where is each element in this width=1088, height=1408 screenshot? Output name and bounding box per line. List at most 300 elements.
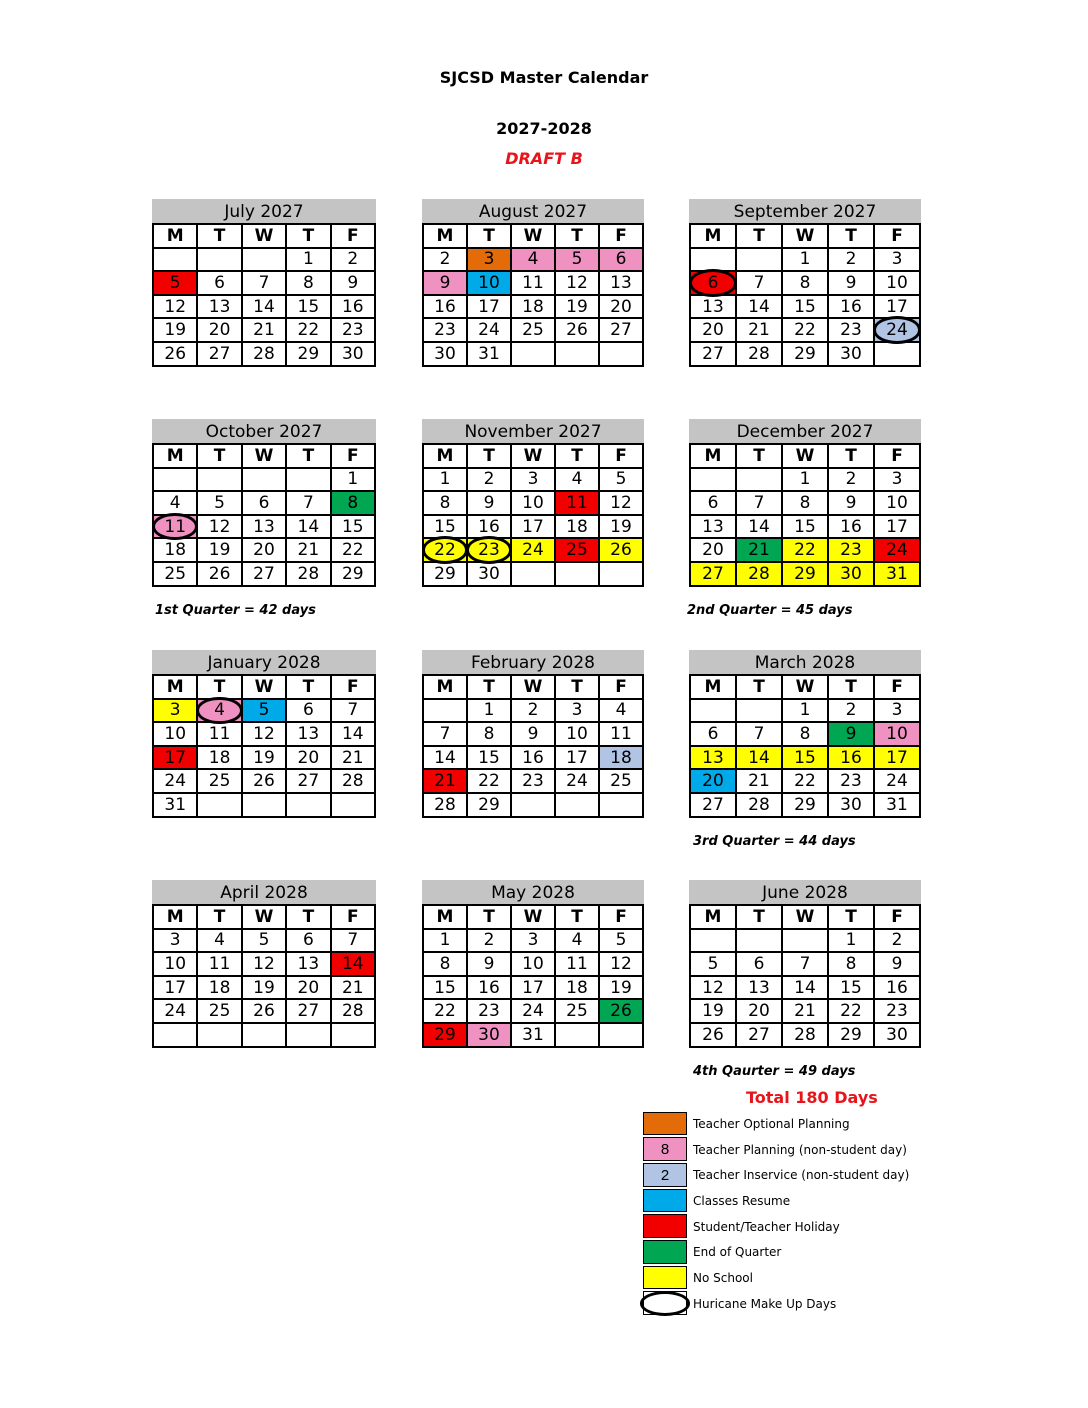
week-row	[153, 295, 375, 319]
day-cell: 2	[828, 699, 874, 723]
day-cell: 11	[511, 271, 555, 295]
day-cell: 2	[423, 248, 467, 272]
day-cell: 5	[197, 491, 241, 515]
day-cell: 30	[828, 342, 874, 366]
day-cell: 5	[153, 271, 197, 295]
day-cell: 27	[736, 1023, 782, 1047]
day-cell: 29	[828, 1023, 874, 1047]
day-cell: 26	[599, 999, 643, 1023]
day-cell: 28	[423, 793, 467, 817]
day-cell: 23	[331, 318, 375, 342]
week-row	[153, 976, 375, 1000]
day-cell: 7	[782, 952, 828, 976]
day-cell: 10	[511, 491, 555, 515]
day-cell: 19	[242, 976, 286, 1000]
day-cell: 18	[599, 746, 643, 770]
weekday-header: T	[736, 224, 782, 248]
day-cell: 17	[874, 515, 920, 539]
day-cell: 4	[555, 929, 599, 953]
day-cell: 9	[828, 722, 874, 746]
day-cell: 5	[599, 929, 643, 953]
day-cell: 3	[874, 468, 920, 492]
day-cell: 28	[242, 342, 286, 366]
day-cell: 8	[423, 491, 467, 515]
day-cell: 1	[782, 248, 828, 272]
week-row	[423, 976, 643, 1000]
empty-cell	[555, 562, 599, 586]
week-row	[423, 468, 643, 492]
day-cell: 16	[511, 746, 555, 770]
day-cell: 1	[467, 699, 511, 723]
day-cell: 30	[467, 562, 511, 586]
weekday-header: F	[599, 444, 643, 468]
day-cell: 7	[423, 722, 467, 746]
empty-cell	[599, 793, 643, 817]
day-cell: 13	[690, 746, 736, 770]
day-cell: 9	[467, 491, 511, 515]
day-cell: 13	[736, 976, 782, 1000]
legend-item	[643, 1214, 909, 1240]
day-cell: 15	[782, 746, 828, 770]
day-cell: 16	[331, 295, 375, 319]
day-cell: 30	[828, 793, 874, 817]
month-grid	[689, 443, 921, 587]
day-cell: 22	[423, 538, 467, 562]
week-row	[153, 248, 375, 272]
day-cell: 29	[423, 562, 467, 586]
week-row	[423, 271, 643, 295]
weekday-header: T	[467, 905, 511, 929]
day-cell: 10	[153, 952, 197, 976]
day-cell: 8	[423, 952, 467, 976]
day-cell: 30	[423, 342, 467, 366]
day-cell: 13	[242, 515, 286, 539]
day-cell: 11	[197, 952, 241, 976]
day-cell: 8	[782, 722, 828, 746]
week-row	[153, 491, 375, 515]
day-cell: 6	[690, 271, 736, 295]
weekday-header: M	[153, 444, 197, 468]
weekday-header: F	[874, 905, 920, 929]
week-row	[690, 491, 920, 515]
week-row	[423, 342, 643, 366]
day-cell: 11	[555, 491, 599, 515]
day-cell: 29	[782, 342, 828, 366]
day-cell: 2	[828, 248, 874, 272]
legend-item	[643, 1111, 909, 1137]
weekday-header: T	[467, 444, 511, 468]
day-cell: 22	[782, 318, 828, 342]
month-calendar-october-2027	[152, 419, 376, 587]
day-cell: 4	[197, 699, 241, 723]
empty-cell	[242, 248, 286, 272]
week-row	[690, 342, 920, 366]
day-cell: 18	[153, 538, 197, 562]
week-row	[423, 793, 643, 817]
day-cell: 31	[511, 1023, 555, 1047]
day-cell: 14	[736, 746, 782, 770]
day-cell: 23	[874, 999, 920, 1023]
day-cell: 10	[153, 722, 197, 746]
day-cell: 1	[286, 248, 330, 272]
day-cell: 26	[153, 342, 197, 366]
empty-cell	[599, 342, 643, 366]
day-cell: 20	[286, 746, 330, 770]
day-cell: 27	[599, 318, 643, 342]
day-cell: 15	[423, 515, 467, 539]
day-cell: 17	[511, 515, 555, 539]
empty-cell	[197, 793, 241, 817]
day-cell: 22	[423, 999, 467, 1023]
weekday-header: M	[423, 224, 467, 248]
day-cell: 20	[690, 318, 736, 342]
day-cell: 20	[242, 538, 286, 562]
empty-cell	[197, 248, 241, 272]
day-cell: 4	[197, 929, 241, 953]
day-cell: 9	[423, 271, 467, 295]
weekday-header: T	[555, 444, 599, 468]
quarter-note-1: 1st Quarter = 42 days	[155, 603, 316, 618]
weekday-header: M	[423, 675, 467, 699]
day-cell: 29	[286, 342, 330, 366]
day-cell: 27	[690, 342, 736, 366]
day-cell: 20	[690, 538, 736, 562]
weekday-header: T	[736, 675, 782, 699]
day-cell: 6	[242, 491, 286, 515]
day-cell: 4	[153, 491, 197, 515]
legend-item	[643, 1239, 909, 1265]
month-grid	[689, 904, 921, 1048]
legend-label: End of Quarter	[693, 1245, 782, 1260]
day-cell: 25	[197, 999, 241, 1023]
day-cell: 8	[467, 722, 511, 746]
day-cell: 12	[599, 952, 643, 976]
month-calendar-december-2027	[689, 419, 921, 587]
day-cell: 24	[874, 318, 920, 342]
weekday-header: W	[782, 905, 828, 929]
day-cell: 19	[599, 515, 643, 539]
day-cell: 14	[242, 295, 286, 319]
day-cell: 23	[467, 538, 511, 562]
month-grid	[152, 904, 376, 1048]
day-cell: 22	[828, 999, 874, 1023]
empty-cell	[599, 562, 643, 586]
week-row	[423, 295, 643, 319]
day-cell: 8	[782, 491, 828, 515]
day-cell: 16	[828, 295, 874, 319]
day-cell: 28	[782, 1023, 828, 1047]
day-cell: 9	[828, 491, 874, 515]
day-cell: 10	[874, 271, 920, 295]
month-calendar-may-2028	[422, 880, 644, 1048]
month-calendar-june-2028	[689, 880, 921, 1048]
day-cell: 12	[197, 515, 241, 539]
week-row	[690, 538, 920, 562]
day-cell: 18	[555, 515, 599, 539]
week-row	[690, 515, 920, 539]
week-row	[690, 1023, 920, 1047]
week-row	[690, 562, 920, 586]
day-cell: 25	[153, 562, 197, 586]
empty-cell	[690, 248, 736, 272]
empty-cell	[197, 468, 241, 492]
day-cell: 26	[197, 562, 241, 586]
day-cell: 24	[467, 318, 511, 342]
weekday-header: T	[467, 224, 511, 248]
day-cell: 28	[736, 562, 782, 586]
day-cell: 1	[331, 468, 375, 492]
day-cell: 1	[782, 468, 828, 492]
day-cell: 6	[599, 248, 643, 272]
day-cell: 25	[599, 769, 643, 793]
week-row	[153, 538, 375, 562]
day-cell: 5	[599, 468, 643, 492]
weekday-header: T	[197, 444, 241, 468]
weekday-header: F	[874, 675, 920, 699]
day-cell: 27	[286, 999, 330, 1023]
draft-label: DRAFT B	[505, 149, 583, 168]
legend-item	[643, 1265, 909, 1291]
weekday-header: W	[242, 675, 286, 699]
weekday-header: T	[555, 905, 599, 929]
week-row	[153, 769, 375, 793]
day-cell: 19	[197, 538, 241, 562]
day-cell: 11	[197, 722, 241, 746]
legend-item	[643, 1188, 909, 1214]
day-cell: 24	[874, 538, 920, 562]
week-row	[690, 468, 920, 492]
day-cell: 19	[599, 976, 643, 1000]
weekday-header: M	[153, 224, 197, 248]
day-cell: 4	[555, 468, 599, 492]
empty-cell	[242, 468, 286, 492]
month-grid	[422, 904, 644, 1048]
empty-cell	[331, 793, 375, 817]
legend-label: Teacher Planning (non-student day)	[693, 1142, 907, 1157]
day-cell: 24	[153, 769, 197, 793]
weekday-header: M	[423, 444, 467, 468]
day-cell: 13	[286, 952, 330, 976]
weekday-header: W	[242, 224, 286, 248]
day-cell: 23	[467, 999, 511, 1023]
day-cell: 14	[782, 976, 828, 1000]
weekday-header: T	[286, 905, 330, 929]
week-row	[153, 468, 375, 492]
weekday-header: T	[555, 675, 599, 699]
day-cell: 19	[555, 295, 599, 319]
empty-cell	[690, 929, 736, 953]
day-cell: 25	[555, 538, 599, 562]
month-name: April 2028	[152, 880, 376, 904]
day-cell: 17	[153, 746, 197, 770]
day-cell: 20	[690, 769, 736, 793]
weekday-header: T	[736, 905, 782, 929]
weekday-header: W	[782, 444, 828, 468]
day-cell: 16	[828, 746, 874, 770]
quarter-note-2: 2nd Quarter = 45 days	[687, 603, 853, 618]
empty-cell	[153, 248, 197, 272]
day-cell: 15	[828, 976, 874, 1000]
empty-cell	[736, 248, 782, 272]
weekday-header: F	[331, 905, 375, 929]
month-calendar-august-2027	[422, 199, 644, 367]
weekday-header: M	[690, 444, 736, 468]
week-row	[153, 952, 375, 976]
day-cell: 7	[736, 491, 782, 515]
day-cell: 14	[736, 295, 782, 319]
empty-cell	[511, 562, 555, 586]
day-cell: 1	[828, 929, 874, 953]
day-cell: 28	[736, 793, 782, 817]
day-cell: 6	[690, 722, 736, 746]
day-cell: 8	[828, 952, 874, 976]
legend	[643, 1111, 909, 1317]
day-cell: 14	[331, 952, 375, 976]
empty-cell	[555, 793, 599, 817]
day-cell: 13	[197, 295, 241, 319]
legend-label: Teacher Inservice (non-student day)	[693, 1168, 910, 1183]
day-cell: 4	[599, 699, 643, 723]
day-cell: 23	[511, 769, 555, 793]
weekday-header: T	[286, 224, 330, 248]
month-name: February 2028	[422, 650, 644, 674]
day-cell: 27	[690, 793, 736, 817]
day-cell: 6	[197, 271, 241, 295]
day-cell: 4	[511, 248, 555, 272]
day-cell: 3	[153, 699, 197, 723]
empty-cell	[286, 468, 330, 492]
empty-cell	[874, 342, 920, 366]
day-cell: 22	[782, 538, 828, 562]
day-cell: 18	[197, 746, 241, 770]
week-row	[690, 295, 920, 319]
month-name: December 2027	[689, 419, 921, 443]
month-grid	[422, 443, 644, 587]
day-cell: 20	[599, 295, 643, 319]
day-cell: 17	[874, 746, 920, 770]
day-cell: 10	[874, 491, 920, 515]
day-cell: 21	[331, 746, 375, 770]
day-cell: 15	[467, 746, 511, 770]
day-cell: 2	[331, 248, 375, 272]
day-cell: 28	[331, 999, 375, 1023]
weekday-header: T	[736, 444, 782, 468]
week-row	[690, 722, 920, 746]
week-row	[690, 699, 920, 723]
day-cell: 10	[555, 722, 599, 746]
week-row	[423, 999, 643, 1023]
weekday-header: T	[828, 444, 874, 468]
day-cell: 16	[467, 976, 511, 1000]
day-cell: 23	[828, 538, 874, 562]
day-cell: 21	[331, 976, 375, 1000]
day-cell: 24	[874, 769, 920, 793]
day-cell: 18	[197, 976, 241, 1000]
day-cell: 30	[331, 342, 375, 366]
day-cell: 8	[286, 271, 330, 295]
weekday-header: F	[331, 675, 375, 699]
day-cell: 16	[828, 515, 874, 539]
weekday-header: W	[242, 905, 286, 929]
page-title: SJCSD Master Calendar	[439, 68, 649, 87]
day-cell: 11	[153, 515, 197, 539]
empty-cell	[197, 1023, 241, 1047]
day-cell: 24	[511, 538, 555, 562]
month-grid	[422, 674, 644, 818]
empty-cell	[690, 699, 736, 723]
day-cell: 7	[331, 699, 375, 723]
month-calendar-january-2028	[152, 650, 376, 818]
weekday-header: M	[423, 905, 467, 929]
empty-cell	[555, 342, 599, 366]
empty-cell	[423, 699, 467, 723]
day-cell: 6	[690, 491, 736, 515]
day-cell: 14	[331, 722, 375, 746]
weekday-header: F	[599, 905, 643, 929]
legend-swatch	[643, 1291, 687, 1315]
day-cell: 6	[736, 952, 782, 976]
week-row	[423, 491, 643, 515]
day-cell: 24	[153, 999, 197, 1023]
day-cell: 17	[153, 976, 197, 1000]
month-calendar-february-2028	[422, 650, 644, 818]
weekday-header: T	[286, 444, 330, 468]
week-row	[690, 248, 920, 272]
week-row	[153, 746, 375, 770]
day-cell: 1	[423, 468, 467, 492]
day-cell: 20	[197, 318, 241, 342]
month-calendar-september-2027	[689, 199, 921, 367]
legend-swatch: 2	[643, 1163, 687, 1187]
legend-item	[643, 1162, 909, 1188]
month-name: July 2027	[152, 199, 376, 223]
week-row	[423, 952, 643, 976]
month-name: June 2028	[689, 880, 921, 904]
day-cell: 5	[242, 929, 286, 953]
weekday-header: W	[242, 444, 286, 468]
legend-swatch: 8	[643, 1137, 687, 1161]
week-row	[423, 699, 643, 723]
empty-cell	[286, 793, 330, 817]
weekday-header: M	[690, 224, 736, 248]
day-cell: 7	[286, 491, 330, 515]
legend-label: Huricane Make Up Days	[693, 1296, 837, 1311]
day-cell: 29	[782, 562, 828, 586]
day-cell: 3	[153, 929, 197, 953]
day-cell: 30	[828, 562, 874, 586]
day-cell: 2	[511, 699, 555, 723]
empty-cell	[331, 1023, 375, 1047]
day-cell: 21	[736, 538, 782, 562]
empty-cell	[599, 1023, 643, 1047]
day-cell: 28	[736, 342, 782, 366]
week-row	[423, 318, 643, 342]
day-cell: 9	[331, 271, 375, 295]
day-cell: 3	[874, 248, 920, 272]
weekday-header: W	[782, 224, 828, 248]
day-cell: 6	[286, 929, 330, 953]
day-cell: 7	[736, 271, 782, 295]
week-row	[153, 699, 375, 723]
month-name: September 2027	[689, 199, 921, 223]
day-cell: 7	[242, 271, 286, 295]
empty-cell	[511, 793, 555, 817]
empty-cell	[242, 793, 286, 817]
day-cell: 17	[467, 295, 511, 319]
day-cell: 12	[599, 491, 643, 515]
day-cell: 3	[555, 699, 599, 723]
empty-cell	[690, 468, 736, 492]
